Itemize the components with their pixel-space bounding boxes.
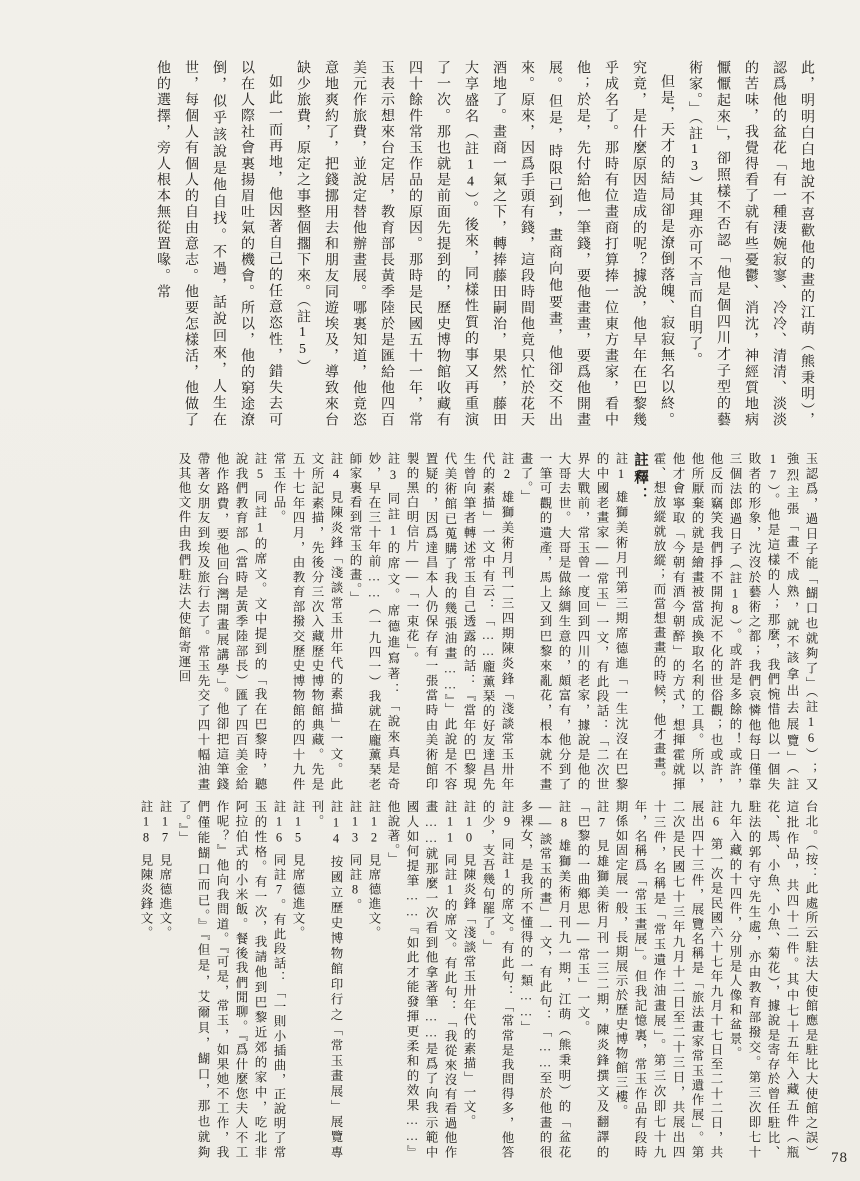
note-1: [516, 452, 630, 792]
note-10-label: 註10: [462, 800, 476, 847]
note-6-text: 第一次是民國六十七年九月十七日至二十二日，共展出四十三件，展覽名稱是「旅法畫家常玉遺作展」。第二次是民國七十三年九月十二日至二十三日，共展出四十三件，名稱是「常玉遺作油畫展」。第三次即七十九年，名稱爲「常玉畫展」。但我記憶裏，常玉作品有段時期係如固定展一般，長期展示於歷史博物館三樓。: [614, 800, 723, 1160]
note-18-text: 見陳炎鋒文。: [139, 853, 153, 941]
note-5-text: 同註1的席文。文中提到的「我在巴黎時，聽說我們教育部（當時是黃季陸部長）匯了四百美金給他作路費，要他回台灣開畫展講學」。他卻把這筆錢帶著女朋友到埃及旅行去了。常玉先交了四十幅油畫及其他文件由我們駐法大使館寄運回: [177, 452, 267, 792]
note-7-text: 見雄獅美術月刊一三二期，陳炎鋒撰文及翻譯的「巴黎的一曲鄉思——常玉」一文。: [576, 800, 609, 1160]
note-14-text: 按國立歷史博物館印行之「常玉畫展」展覽專刊。: [310, 800, 343, 1160]
note-10-text: 見陳炎鋒「淺談常玉卅年代的素描」一文。: [462, 853, 476, 1129]
note-13-label: 註13: [348, 800, 362, 847]
note-18: [136, 800, 155, 1160]
page-number: 78: [831, 1150, 848, 1166]
main-paragraph-4: 玉認爲，過日子能「餬口也就夠了」（註16）；又強烈主張「畫不成熟，就不該拿出去展覽」（註17）。他是這樣的人；那麼，我們惋惜他以一個失敗者的形象，沈沒於藝術之都；我們哀憐他每日僅靠三個法郎過日子（註18）。或許是多餘的！或許，他反而竊笑我們掙不開拘泥不化的世俗觀；也或許，他所厭棄的就是繪畫被當成換取名利的工具。所以，他才會寧取「今朝有酒今朝醉」的方式，想揮霍就揮霍、想放縱就放縱；而當想畫畫的時候，他才畫畫。: [652, 452, 818, 792]
note-9-text: 同註1的席文。有此句：「常常是我問得多，他答的少，支吾幾句罷了。」: [481, 800, 514, 1160]
note-4: [269, 452, 345, 792]
note-4-text: 見陳炎鋒「淺談常玉卅年代的素描」一文。此文所記素描，先後分三次入藏歷史博物館典藏。先是五十七年四月，由教育部撥交歷史博物館的四十九件常玉作品。: [272, 452, 343, 792]
note-3-text: 同註1的席文。席德進寫著：「說來真是奇妙，早在三十年前……（一九四一）我就在龐薰琹老師家裏看到常玉的畫。」: [348, 452, 400, 792]
note-17-label: 註17: [158, 800, 172, 847]
note-17-text: 見席德進文。: [158, 853, 172, 941]
note-10: [459, 800, 478, 1160]
note-2: [402, 452, 516, 792]
note-4-label: 註4: [329, 452, 343, 484]
note-16-label: 註16: [272, 800, 286, 847]
notes-section-header: 註釋：: [632, 452, 648, 505]
note-8-text: 雄獅美術月刊九一期，江萌（熊秉明）的「盆花——談常玉的畫」一文，有此句：「……至於他畫的很多裸女，是我所不懂得的一類……」: [519, 800, 571, 1160]
note-15: [288, 800, 307, 1160]
note-3-label: 註3: [386, 452, 400, 484]
main-paragraph-3: 如此一而再地，他因著自己的任意恣性，錯失去可以在人際社會裏揚眉吐氣的機會。所以，他的窮途潦倒，似乎該說是他自找。不過，話說回來，人生在世，每個人有個人的自由意志。他要怎樣活，他做了他的選擇，旁人根本無從置喙。常: [155, 60, 282, 428]
note-8: [516, 800, 573, 1160]
note-17: [155, 800, 174, 1160]
note-6: [611, 800, 725, 1160]
main-paragraph-1: 此，明明白白地說不喜歡他的畫的江萌（熊秉明），認爲他的盆花「有一種淒婉寂寥、冷冷、清清、淡淡的苦味，我覺得看了就有些憂鬱、消沈，神經質地病懨懨起來」，卻照樣不否認「他是個四川才子型的藝術家。」（註13）其理亦可不言而自明了。: [687, 60, 814, 428]
note-2-label: 註2: [500, 452, 514, 484]
note-5-continuation: 台北。（按：此處所云駐法大使館應是駐比大使館之誤）這批作品，共四十二件。其中七十五年入藏五件（瓶花、馬、小魚、小魚、菊花），據說是寄存於曾任駐比、駐法的郭有守先生處，亦由教育部撥交。第三次即七十九年入藏的十四件，分別是人像和盆景。: [728, 800, 818, 1160]
note-9-label: 註9: [500, 800, 514, 831]
note-5: [174, 452, 269, 792]
note-9: [478, 800, 516, 1160]
note-1-text: 雄獅美術月刊第三期席德進「一生沈沒在巴黎的中國老畫家——常玉」一文，有此段話：「二次世界大戰前，常玉曾一度回到四川的老家，據說是他的大哥去世。大哥是做絲綢生意的，頗富有，他分到了一筆可觀的遺產，馬上又到巴黎來亂花，根本就不畫畫了。」: [519, 452, 628, 792]
note-11-text: 同註1的席文。有此句：「我從來沒有看過他作畫……就那麼一次看到他拿著筆……是爲了向我示範中國人如何提筆……『如此才能發揮更柔和的效果……』他說著。」: [386, 800, 457, 1160]
note-16-text: 同註7。有此段話：「一則小插曲，正說明了常玉的性格。有一次，我請他到巴黎近郊的家中，吃北非阿拉伯式的小米飯。餐後我們閒聊。『爲什麼您夫人不工作呢？』他向我問道。『可是，常玉，如果她不工作，我們僅能餬口而已。』『但是，艾爾貝，餬口，那也就夠了。』」: [177, 800, 286, 1160]
note-11: [383, 800, 459, 1160]
note-12-text: 見席德進文。: [367, 853, 381, 941]
main-paragraph-2: 但是，天才的結局卻是潦倒落魄、寂寂無名以終。究竟，是什麼原因造成的呢？據說，他早年在巴黎幾乎成名了。那時有位畫商打算捧一位東方畫家，看中他；於是，先付給他一筆錢，要他畫畫，要爲他開畫展。但是，時限已到，畫商向他要畫，他卻交不出來。原來，因爲手頭有錢，這段時間他竟只忙於花天酒地了。畫商一氣之下，轉捧藤田嗣治，果然，藤田大享盛名（註14）。後來，同樣性質的事又再重演了一次。那也就是前面先提到的，歷史博物館收藏有四十餘件常玉作品的原因。那時是民國五十一年，常玉表示想來台定居，教育部長黃季陸於是匯給他四百美元作旅費，並說定替他辦畫展。哪裏知道，他竟恣意地爽約了，把錢挪用去和朋友同遊埃及，導致來台缺少旅費，原定之事整個擱下來。（註15）: [295, 60, 674, 428]
note-14-label: 註14: [329, 800, 343, 848]
notes-upper-block: [54, 452, 820, 792]
note-7: [573, 800, 611, 1160]
main-text-block: [54, 60, 820, 428]
note-14: [307, 800, 345, 1160]
note-5-label: 註5: [253, 452, 267, 484]
note-11-label: 註11: [443, 800, 457, 847]
note-13-text: 同註8。: [348, 853, 362, 913]
note-18-label: 註18: [139, 800, 153, 847]
notes-lower-block: [54, 800, 820, 1160]
note-12: [364, 800, 383, 1160]
note-6-label: 註6: [709, 800, 723, 831]
note-3: [345, 452, 402, 792]
note-12-label: 註12: [367, 800, 381, 847]
note-7-label: 註7: [595, 800, 609, 832]
note-15-label: 註15: [291, 800, 305, 847]
note-13: [345, 800, 364, 1160]
note-16: [174, 800, 288, 1160]
note-15-text: 見席德進文。: [291, 853, 305, 941]
note-2-text: 雄獅美術月刊一三四期陳炎鋒「淺談常玉卅年代的素描」一文中有云：「……龐薰琹的好友達昌先生曾向筆者轉述常玉自己透露的話：『當年的巴黎現代美術館已蒐購了我的幾張油畫……』」此說是不容置疑的，因爲達昌本人仍保存有一張當時由美術館印製的黑白明信片——「一束花」。: [405, 452, 514, 792]
note-8-label: 註8: [557, 800, 571, 832]
note-1-label: 註1: [614, 452, 628, 484]
